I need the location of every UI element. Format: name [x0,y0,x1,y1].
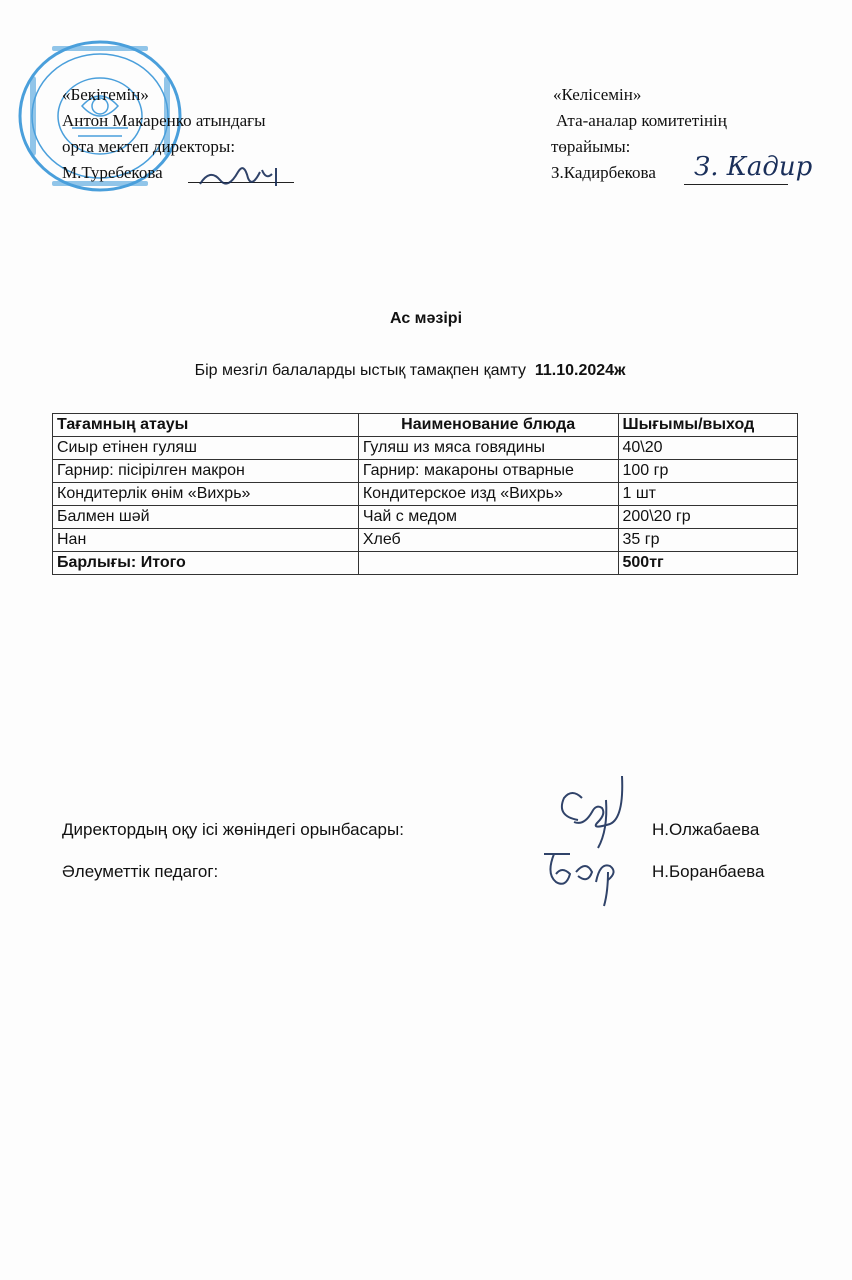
director-name: М.Туребекова [62,163,163,182]
chairwoman-signature: З. Кадир [694,152,813,182]
cell-output: 1 шт [618,483,798,506]
table-row [53,483,798,506]
deputy-label: Директордың оқу ісі жөніндегі орынбасары: [62,820,404,839]
cell-output: 40\20 [618,437,798,460]
cell-output: 200\20 гр [618,506,798,529]
header-output: Шығымы/выход [618,414,798,437]
cell-output: 100 гр [618,460,798,483]
chairwoman-signature-line [684,184,788,185]
cell-ru: Чай с медом [358,506,618,529]
subtitle-text: Бір мезгіл балаларды ыстық тамақпен қамту [194,362,526,379]
cell-kz: Нан [53,529,359,552]
director-title-line: орта мектеп директоры: [62,137,236,156]
table-header-row [53,414,798,437]
cell-ru: Гарнир: макароны отварные [358,460,618,483]
subtitle-date: 11.10.2024ж [534,362,626,379]
chairwoman-name: З.Кадирбекова [551,163,656,182]
table-row [53,460,798,483]
director-signature-icon [196,158,296,194]
committee-line: Ата-аналар комитетінің [556,111,727,130]
social-pedagogue-signature-icon [536,842,646,912]
cell-ru: Кондитерское изд «Вихрь» [358,483,618,506]
school-name-line: Антон Макаренко атындағы [62,111,266,130]
cell-kz: Кондитерлік өнім «Вихрь» [53,483,359,506]
deputy-name: Н.Олжабаева [652,820,760,839]
cell-ru: Хлеб [358,529,618,552]
page-title: Ас мәзірі [389,310,463,327]
social-pedagogue-name: Н.Боранбаева [652,862,765,881]
chairwoman-title-line: төрайымы: [551,137,631,156]
agree-label: «Келісемін» [553,85,642,104]
table-total-row [53,552,798,575]
total-value: 500тг [618,552,798,575]
social-pedagogue-label: Әлеуметтік педагог: [62,862,219,881]
table-row [53,506,798,529]
table-row [53,529,798,552]
deputy-signature-icon [548,770,648,850]
cell-kz: Сиыр етінен гуляш [53,437,359,460]
menu-table [52,413,798,575]
table-row [53,437,798,460]
total-label: Барлығы: Итого [53,552,359,575]
cell-kz: Гарнир: пісірілген макрон [53,460,359,483]
approve-label: «Бекітемін» [62,85,149,104]
subtitle [0,362,820,380]
cell-ru: Гуляш из мяса говядины [358,437,618,460]
cell-kz: Балмен шәй [53,506,359,529]
total-empty [358,552,618,575]
cell-output: 35 гр [618,529,798,552]
header-ru: Наименование блюда [358,414,618,437]
header-kz: Тағамның атауы [53,414,359,437]
